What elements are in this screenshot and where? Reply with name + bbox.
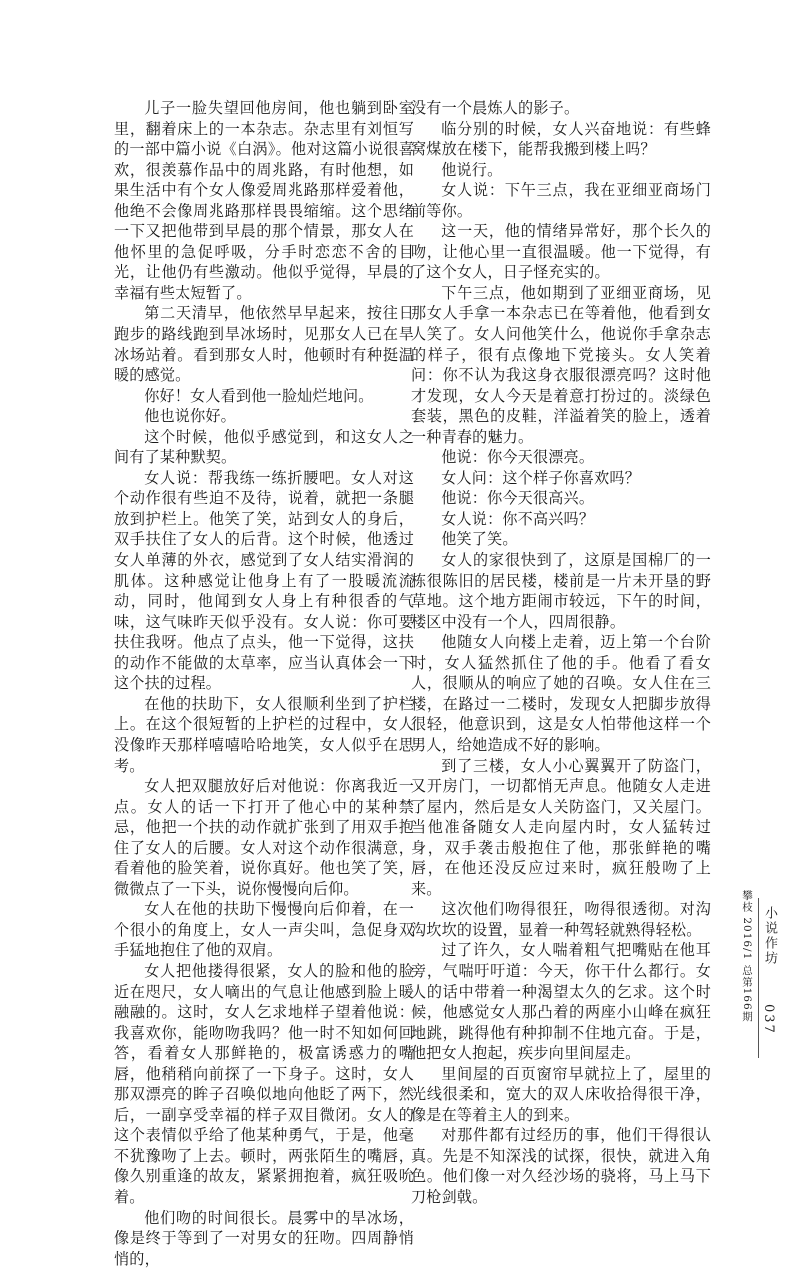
paragraph: 第二天清早，他依然早早起来，按往日跑步的路线跑到旱冰场时，见那女人已在旱冰场站着。看到那女人时，他顿时有种挺温暖的感觉。 [114,304,414,385]
paragraph: 对那件都有过经历的事，他们干得很认真。先是不知深浅的试探，很快，就进入角色。他们像一对久经沙场的骁将，马上马下刀枪剑戟。 [411,1126,711,1206]
paragraph: 在他的扶助下，女人很顺利坐到了护栏上。在这个很短暂的上护栏的过程中，女人没像昨天那样嘻嘻哈哈地笑，女人似乎在思考。 [114,694,414,775]
paragraph: 女人的家很快到了，这原是国棉厂的一栋很陈旧的居民楼，楼前是一片未开垦的野草地。这个地方距闹市较远，下午的时间，楼区中没有一个人，四周很静。 [411,551,711,631]
paragraph: 下午三点，他如期到了亚细亚商场，见那女人手拿一本杂志已在等着他，他看到女人笑了。女人问他笑什么，他说你手拿杂志的样子，很有点像地下党接头。女人笑着问：你不认为我这身衣服很漂亮吗？这时他才发现，女人今天是着意打扮过的。淡绿色套装，黑色的皮鞋，洋溢着笑的脸上，透着一种青春的魅力。 [411,283,711,446]
paragraph: 女人说：下午三点，我在亚细亚商场门前等你。 [411,181,711,220]
paragraph: 他说：你今天很漂亮。 [441,448,595,467]
paragraph: 这次他们吻得很狂，吻得很透彻。对沟沟坎坎的设置，显着一种驾轻就熟得轻松。 [411,900,711,939]
paragraph: 女人说：帮我练一练折腰吧。女人对这个动作很有些迫不及待，说着，就把一条腿放到护栏上。他笑了笑，站到女人的身后，双手扶住了女人的后背。这个时候，他透过女人单薄的外衣，感觉到了女人结实滑润的肌体。这种感觉让他身上有了一股暖流流动，同时，他闻到女人身上有种很香的气味，这气味昨天似乎没有。女人说：你可要扶住我呀。他点了点头，他一下觉得，这扶的动作不能做的太草率，应当认真体会一下这个扶的过程。 [114,468,414,693]
paragraph: 女人在他的扶助下慢慢向后仰着，在一个很小的角度上，女人一声尖叫，急促身双手猛地抱住了他的双肩。 [114,900,414,960]
paragraph: 这一天，他的情绪异常好，那个长久的吻，让他心里一直很温暖。他一下觉得，有了这个女人，日子怪充实的。 [411,222,711,282]
paragraph: 他们吻的时间很长。晨雾中的旱冰场，像是终于等到了一对男女的狂吻。四周静悄悄的， [114,1208,414,1268]
paragraph: 他说行。 [441,160,503,179]
journal-issue-label: 攀枝 2016/1 总第166期 [741,890,753,1023]
page-number: 037 [761,1004,776,1035]
paragraph: 这个时候，他似乎感觉到，和这女人之间有了某种默契。 [114,427,414,467]
paragraph: 没有一个晨炼人的影子。 [411,99,580,117]
paragraph: 到了三楼，女人小心翼翼开了防盗门，又开房门，一切都悄无声息。他随女人走进了屋内，然后是女人关防盗门，又关屋门。当他准备随女人走向屋内时，女人猛转过身，双手袭击般抱住了他，那张鲜艳的嘴唇，在他还没反应过来时，疯狂般吻了上来。 [411,756,711,898]
paragraph: 女人把双腿放好后对他说：你离我近一点。女人的话一下打开了他心中的某种禁忌，他把一个扶的动作就扩张到了用双手抱住了女人的后腰。女人对这个动作很满意，看着他的脸笑着，说你真好。他也笑了笑，微微点了一下头，说你慢慢向后仰。 [114,777,414,898]
paragraph: 临分别的时候，女人兴奋地说：有些蜂窝煤放在楼下，能帮我搬到楼上吗？ [411,119,711,159]
paragraph: 过了许久，女人喘着粗气把嘴贴在他耳旁，气喘吁吁道：今天，你干什么都行。女人的话中带着一种渴望太久的乞求。这个时候，他感觉女人那凸着的两座小山峰在疯狂地跳，跳得他有种抑制不住地亢奋。于是，他把女人抱起，疾步向里间屋走。 [411,941,711,1063]
left-text-column [114,98,414,1269]
paragraph: 你好！女人看到他一脸灿烂地问。 [144,386,374,405]
paragraph: 女人问：这个样子你喜欢吗？ [441,468,641,487]
paragraph: 里间屋的百页窗帘早就拉上了，屋里的光线很柔和，宽大的双人床收拾得很干净，像是在等着主人的到来。 [411,1064,711,1124]
paragraph: 儿子一脸失望回他房间，他也躺到卧室里，翻着床上的一本杂志。杂志里有刘恒写的一部中篇小说《白涡》。他对这篇小说很喜欢，很羡慕作品中的周兆路，有时他想，如果生活中有个女人像爱周兆路那样爱着他，他绝不会像周兆路那样畏畏缩缩。这个思绪一下又把他带到早晨的那个情景，那女人在他怀里的急促呼吸，分手时恋恋不舍的目光，让他仍有些激动。他似乎觉得，早晨的幸福有些太短暂了。 [114,99,414,302]
paragraph: 女人说：你不高兴吗？ [441,509,595,528]
paragraph: 他说：你今天很高兴。 [441,489,595,508]
right-text-column [411,98,711,1208]
section-title: 小说作坊 [762,906,777,966]
paragraph: 女人把他搂得很紧，女人的脸和他的脸近在咫尺，女人嘀出的气息让他感到脸上暖融融的。这时，女人乞求地样子望着他说：我喜欢你，能吻吻我吗？他一时不知如何回答，看着女人那鲜艳的，极富诱惑力的嘴唇，他稍稍向前探了一下身子。这时，女人那双漂亮的眸子召唤似地向他眨了两下，然后，一副享受幸福的样子双目微闭。女人的这个表情似乎给了他某种勇气，于是，他毫不犹豫吻了上去。顿时，两张陌生的嘴唇，像久别重逢的故友，紧紧拥抱着，疯狂吸吮着。 [114,961,414,1206]
paragraph: 他也说你好。 [144,407,236,426]
sidebar-divider [758,898,759,1058]
paragraph: 他随女人向楼上走着，迈上第一个台阶时，女人猛然抓住了他的手。他看了看女人，很顺从的响应了她的召唤。女人住在三楼，在路过一二楼时，发现女人把脚步放得很轻，他意识到，这是女人怕带他这样一个男人，给她造成不好的影响。 [411,633,711,754]
page-sidebar [740,890,786,1060]
paragraph: 他笑了笑。 [441,530,518,549]
